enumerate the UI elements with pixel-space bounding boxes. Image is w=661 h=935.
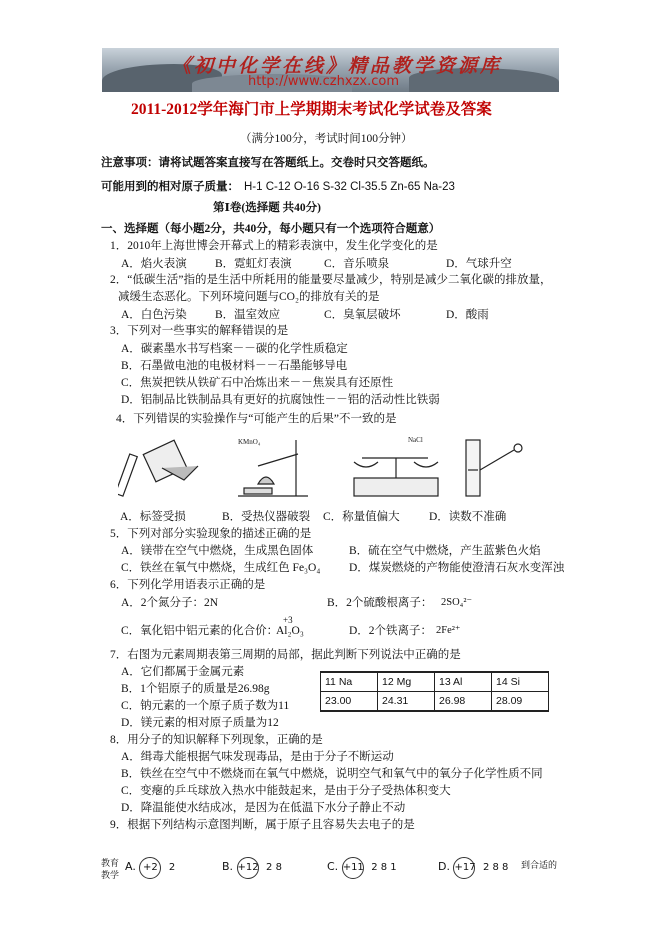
periodic-table-excerpt — [320, 671, 549, 712]
q8-option-d: D．降温能使水结成冰，是因为在低温下水分子静止不动 — [121, 802, 406, 814]
q3-option-b: B．石墨做电池的电极材料－－石墨能够导电 — [121, 360, 348, 372]
atomic-masses: H-1 C-12 O-16 S-32 Cl-35.5 Zn-65 Na-23 — [244, 181, 455, 193]
q3-option-c: C．焦炭把铁从铁矿石中冶炼出来－－焦炭具有还原性 — [121, 377, 394, 389]
q7-option-c: C．钠元素的一个原子质子数为11 — [121, 700, 290, 712]
q6-stem: 6．下列化学用语表示正确的是 — [110, 579, 266, 591]
notice: 注意事项：请将试题答案直接写在答题纸上。交卷时只交答题纸。 — [101, 157, 435, 169]
q7-option-b: B．1个铝原子的质量是26.98g — [121, 683, 270, 695]
q2-option-b: B．温室效应 — [215, 309, 281, 321]
electron-shells: 2 8 8 — [482, 862, 509, 873]
table-cell: 11 Na — [321, 672, 378, 692]
nucleus: +12 — [237, 857, 259, 879]
q4-option-c: C．称量值偏大 — [323, 511, 400, 523]
figure-a-pouring — [118, 440, 198, 496]
q2-stem-1: 2．“低碳生活”指的是生活中所耗用的能量要尽量减少，特别是减少二氧化碳的排放量， — [110, 274, 552, 286]
q6-option-b-label: B．2个硫酸根离子： — [327, 597, 433, 609]
figure-d-cylinder — [466, 440, 522, 496]
q3-option-a: A．碳素墨水书写档案－－碳的化学性质稳定 — [121, 343, 348, 355]
q5-option-b: B．硫在空气中燃烧，产生蓝紫色火焰 — [349, 545, 541, 557]
q4-experiment-figures — [118, 436, 528, 500]
q1-option-d: D．气球升空 — [446, 258, 512, 270]
table-cell: 28.09 — [492, 692, 549, 712]
q9-option-b-diagram: B. +12 2 8 — [222, 857, 282, 879]
q4-option-b: B．受热仪器破裂 — [222, 511, 311, 523]
table-cell: 13 Al — [435, 672, 492, 692]
q7-option-a: A．它们都属于金属元素 — [121, 666, 245, 678]
q6-option-c-label: C．氧化铝中铝元素的化合价： — [121, 625, 279, 637]
table-cell: 23.00 — [321, 692, 378, 712]
q8-option-b: B．铁丝在空气中不燃烧而在氧气中燃烧，说明空气和氧气中的氧分子化学性质不同 — [121, 768, 543, 780]
q5-option-c: C．铁丝在氧气中燃烧，生成红色 Fe₃O₄ — [121, 562, 321, 574]
table-row — [321, 672, 549, 692]
q9-option-c-diagram: C. +11 2 8 1 — [327, 857, 397, 879]
q1-option-a: A．焰火表演 — [121, 258, 187, 270]
q6-option-c-value: Al₂O₃ — [276, 625, 304, 637]
table-cell: 26.98 — [435, 692, 492, 712]
q8-option-c: C．变瘪的乒乓球放入热水中能鼓起来，是由于分子受热体积变大 — [121, 785, 451, 797]
electron-shells: 2 8 — [266, 862, 282, 873]
header-banner — [102, 48, 559, 92]
q2-option-d: D．酸雨 — [446, 309, 489, 321]
q9-option-d-diagram: D. +17 2 8 8 — [438, 857, 508, 879]
q2-option-a: A．白色污染 — [121, 309, 187, 321]
q1-option-c: C．音乐喷泉 — [324, 258, 390, 270]
q1-stem: 1．2010年上海世博会开幕式上的精彩表演中，发生化学变化的是 — [110, 240, 438, 252]
part1-heading: 第Ⅰ卷(选择题 共40分) — [213, 202, 321, 214]
page-title: 2011-2012学年海门市上学期期末考试化学试卷及答案 — [131, 101, 492, 118]
q2-stem-2: 减缓生态恶化。下列环境问题与CO₂的排放有关的是 — [118, 291, 380, 303]
q6-option-d-label: D．2个铁离子： — [349, 625, 433, 637]
figure-b-heating — [238, 438, 308, 496]
footer-right: 到合适的 — [521, 860, 558, 870]
banner-url[interactable]: http://www.czhxzx.com — [248, 74, 399, 89]
q6-option-d-value: 2Fe²⁺ — [436, 625, 461, 636]
svg-text:NaCl: NaCl — [408, 436, 423, 444]
electron-shells: 2 — [168, 862, 176, 873]
svg-text:KMnO₄: KMnO₄ — [238, 438, 261, 446]
banner-title: 《初中化学在线》精品教学资源库 — [172, 55, 503, 77]
q7-option-d: D．镁元素的相对原子质量为12 — [121, 717, 279, 729]
q2-option-c: C．臭氧层破坏 — [324, 309, 401, 321]
q1-option-b: B．霓虹灯表演 — [215, 258, 292, 270]
q5-option-a: A．镁带在空气中燃烧，生成黑色固体 — [121, 545, 314, 557]
nucleus: +17 — [453, 857, 475, 879]
nucleus: +11 — [342, 857, 364, 879]
figure-c-balance — [354, 436, 438, 496]
q7-stem: 7．右图为元素周期表第三周期的局部，据此判断下列说法中正确的是 — [110, 649, 461, 661]
q6-option-c-charge: +3 — [283, 615, 293, 625]
q9-option-a-diagram: A. +2 2 — [125, 857, 175, 879]
atomic-masses-label: 可能用到的相对原子质量： — [101, 181, 239, 193]
q6-option-b-value: 2SO₄²⁻ — [441, 597, 473, 608]
q5-stem: 5．下列对部分实验现象的描述正确的是 — [110, 528, 312, 540]
q8-stem: 8．用分子的知识解释下列现象，正确的是 — [110, 734, 323, 746]
q4-option-a: A．标签受损 — [120, 511, 186, 523]
q6-option-a: A．2个氮分子：2N — [121, 597, 219, 609]
table-cell: 24.31 — [378, 692, 435, 712]
footer-left-top: 教育 — [101, 858, 120, 868]
footer-left-bottom: 教学 — [101, 870, 120, 880]
section1-heading: 一、选择题（每小题2分，共40分，每小题只有一个选项符合题意） — [101, 223, 441, 235]
subtitle: （满分100分，考试时间100分钟） — [240, 133, 413, 145]
electron-shells: 2 8 1 — [371, 862, 397, 873]
q5-option-d: D．煤炭燃烧的产物能使澄清石灰水变浑浊 — [349, 562, 565, 574]
q4-option-d: D．读数不准确 — [429, 511, 507, 523]
q3-option-d: D．铝制品比铁制品具有更好的抗腐蚀性－－铝的活动性比铁弱 — [121, 394, 440, 406]
table-row — [321, 692, 549, 712]
q3-stem: 3．下列对一些事实的解释错误的是 — [110, 325, 289, 337]
q8-option-a: A．缉毒犬能根据气味发现毒品，是由于分子不断运动 — [121, 751, 394, 763]
table-cell: 14 Si — [492, 672, 549, 692]
nucleus: +2 — [139, 857, 161, 879]
table-cell: 12 Mg — [378, 672, 435, 692]
q9-stem: 9．根据下列结构示意图判断，属于原子且容易失去电子的是 — [110, 819, 415, 831]
q4-stem: 4．下列错误的实验操作与“可能产生的后果”不一致的是 — [116, 413, 397, 425]
